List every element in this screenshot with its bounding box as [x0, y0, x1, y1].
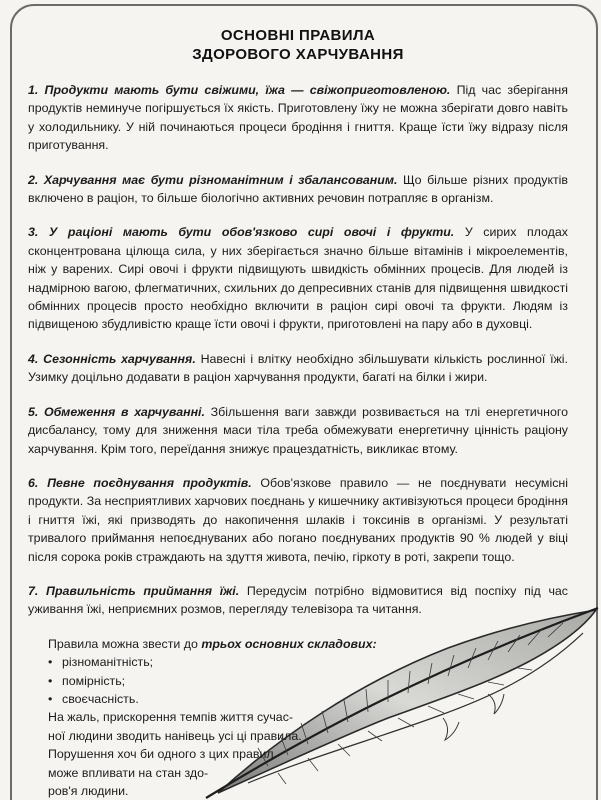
rule-text: У сирих плодах сконцентрована цілюща сила, у них зберігається значно більше вітамінів і мікроелементів, ніж у варених. Сирі овочі і фрукти підвищують швидкість обмінних процесів. Для людей із надмірною вагою, флегматичних, схильних до депресивних станів для підвищення швидкості обмінних процесів просто необхідно включити в раціон сирі овочі та фрукти. Людям із підвищеною збудливістю краще їсти овочі і фрукти, приготовлені на пару або в духовці. — [28, 225, 568, 332]
closing-line: ров'я людини. — [48, 784, 129, 798]
rule-heading: Продукти мають бути свіжими, їжа — свіжоприготовленою. — [44, 83, 451, 97]
closing-line: ної людини зводить нанівець усі ці правила. — [48, 728, 302, 743]
rules-list — [28, 81, 568, 619]
rule-number: 6. — [28, 475, 39, 490]
closing-line: може впливати на стан здо- — [48, 765, 209, 780]
rule-text: Передусім потрібно відмовитися від поспіху під час уживання їжі, неприємних розмов, перегляду телевізора та читання. — [28, 583, 568, 617]
rule-text: Навесні і влітку необхідно збільшувати кількість рослинної їжі. Узимку доцільно додавати в раціон харчування продукти, багаті на білки і жири. — [28, 351, 569, 385]
summary-item: • різноманітність; — [48, 653, 568, 671]
rule-heading: Правильність приймання їжі. — [46, 583, 240, 598]
closing-line: Порушення хоч би одного з цих правил — [48, 747, 274, 762]
summary-intro — [48, 635, 568, 653]
rule-1 — [28, 81, 568, 155]
rule-number: 7. — [28, 583, 39, 598]
rule-heading: Обмеження в харчуванні. — [44, 404, 205, 419]
rule-text: Що більше різних продуктів включено в раціон, то більше біологічно активних речовин потрапляє в організм. — [28, 172, 569, 206]
rule-6 — [28, 474, 568, 566]
summary-item: • помірність; — [48, 672, 568, 690]
title-line-1: ОСНОВНІ ПРАВИЛА — [220, 27, 376, 44]
summary-intro-text: Правила можна звести до — [48, 636, 202, 651]
rule-heading: Харчування має бути різноманітним і збалансованим. — [43, 172, 398, 187]
rule-number: 4. — [28, 351, 39, 366]
page-title — [28, 26, 568, 64]
rule-heading: Сезонність харчування. — [43, 351, 196, 366]
rule-text: Збільшення ваги завжди розвивається на тлі енергетичного дисбалансу, тому для зниження маси тіла треба обмежувати енергетичну цінність раціону харчування. Крім того, переїдання знижує працездатність, викликає втому. — [28, 404, 569, 456]
rule-5 — [28, 403, 568, 458]
rule-number: 1. — [28, 83, 39, 97]
rule-number: 5. — [28, 404, 39, 419]
content — [28, 20, 568, 800]
summary-list — [48, 653, 568, 708]
rule-text: Обов'язкове правило — не поєднувати несумісні продукти. За несприятливих харчових поєднань у кишечнику активізуються процеси бродіння і гниття їжі, які призводять до накопичення шлаків і токсинів в організмі. У результаті тривалого приймання непоєднуваних або погано поєднуваних продуктів 90 % людей у віці після сорока років страждають на здуття живота, печію, гіркоту в роті, закрепи тощо. — [28, 475, 568, 564]
summary-closing — [48, 708, 568, 800]
summary-item: • своєчасність. — [48, 690, 568, 708]
title-line-2: ЗДОРОВОГО ХАРЧУВАННЯ — [192, 46, 404, 63]
rule-2 — [28, 171, 568, 208]
rule-number: 3. — [28, 225, 39, 240]
closing-line: На жаль, прискорення темпів життя сучас- — [48, 710, 294, 725]
rule-text: Під час зберігання продуктів неминуче погіршується їх якість. Приготовлену їжу не можна зберігати довго навіть у холодильнику. У ній починаються процеси бродіння і гниття. Краще їсти їжу відразу після приготування. — [28, 83, 568, 153]
summary — [48, 635, 568, 800]
rule-number: 2. — [28, 172, 39, 187]
rule-heading: Певне поєднування продуктів. — [47, 475, 252, 490]
rule-heading: У раціоні мають бути обов'язково сирі овочі і фрукти. — [48, 225, 455, 240]
rule-4 — [28, 350, 568, 387]
summary-intro-bold: трьох основних складових: — [201, 636, 377, 651]
rule-3 — [28, 223, 568, 333]
